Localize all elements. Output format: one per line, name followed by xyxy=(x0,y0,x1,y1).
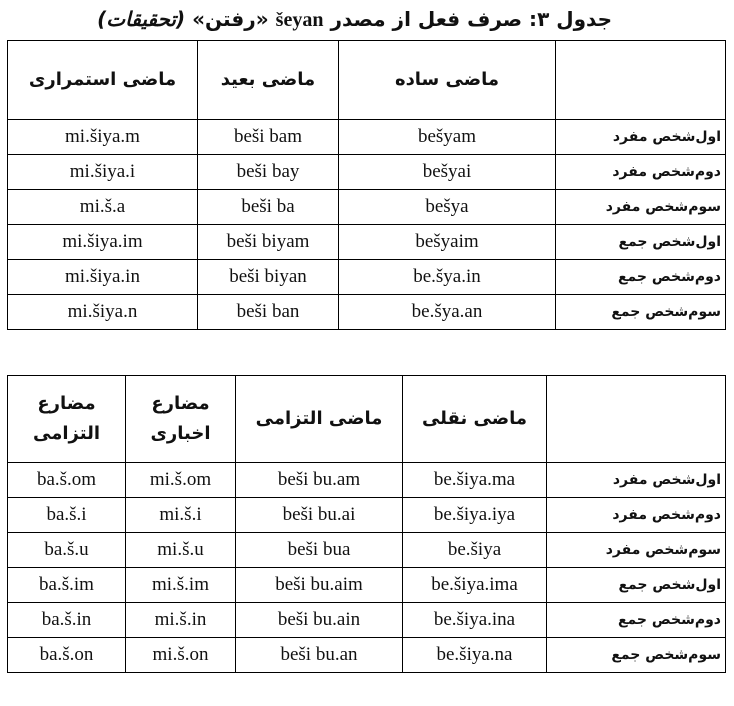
form-cell: mi.šiya.in xyxy=(8,260,198,295)
column-header xyxy=(556,41,726,120)
person-label: اول‌شخص جمع xyxy=(556,225,726,260)
form-cell: beši ba xyxy=(198,190,339,225)
form-cell: mi.š.on xyxy=(126,638,236,673)
form-cell: bešyaim xyxy=(339,225,556,260)
column-header: ماضی استمراری xyxy=(8,41,198,120)
caption-prefix: جدول ۳: صرف فعل از مصدر xyxy=(330,7,612,31)
caption-verb: «رفتن» xyxy=(192,7,269,31)
form-cell: mi.š.a xyxy=(8,190,198,225)
header-row xyxy=(8,41,726,120)
table-row xyxy=(8,603,726,638)
form-cell: beši bua xyxy=(236,533,403,568)
column-header: مضارع اخباری xyxy=(126,376,236,463)
table-caption xyxy=(0,4,734,35)
form-cell: bešyai xyxy=(339,155,556,190)
header-row xyxy=(8,376,726,463)
form-cell: be.šiya.ima xyxy=(403,568,547,603)
form-cell: mi.š.i xyxy=(126,498,236,533)
form-cell: bešyam xyxy=(339,120,556,155)
person-label: اول‌شخص جمع xyxy=(547,568,726,603)
form-cell: beši bay xyxy=(198,155,339,190)
table-row xyxy=(8,120,726,155)
conjugation-table-present xyxy=(7,375,726,673)
form-cell: mi.š.in xyxy=(126,603,236,638)
table-row xyxy=(8,638,726,673)
table-row xyxy=(8,463,726,498)
form-cell: be.šya.in xyxy=(339,260,556,295)
person-label: سوم‌شخص جمع xyxy=(547,638,726,673)
form-cell: beši bam xyxy=(198,120,339,155)
person-label: سوم‌شخص جمع xyxy=(556,295,726,330)
form-cell: beši bu.ain xyxy=(236,603,403,638)
form-cell: mi.šiya.i xyxy=(8,155,198,190)
table-row xyxy=(8,190,726,225)
form-cell: bešya xyxy=(339,190,556,225)
form-cell: beši bu.an xyxy=(236,638,403,673)
caption-note: (تحقیقات) xyxy=(97,7,186,31)
person-label: اول‌شخص مفرد xyxy=(556,120,726,155)
form-cell: beši biyan xyxy=(198,260,339,295)
person-label: دوم‌شخص مفرد xyxy=(556,155,726,190)
form-cell: be.šya.an xyxy=(339,295,556,330)
conjugation-table-past xyxy=(7,40,726,330)
form-cell: mi.š.im xyxy=(126,568,236,603)
form-cell: mi.šiya.im xyxy=(8,225,198,260)
form-cell: mi.š.u xyxy=(126,533,236,568)
form-cell: beši bu.am xyxy=(236,463,403,498)
caption-latin: šeyan xyxy=(275,9,324,31)
person-label: اول‌شخص مفرد xyxy=(547,463,726,498)
table-row xyxy=(8,225,726,260)
person-label: دوم‌شخص مفرد xyxy=(547,498,726,533)
form-cell: ba.š.im xyxy=(8,568,126,603)
person-label: دوم‌شخص جمع xyxy=(547,603,726,638)
table-row xyxy=(8,295,726,330)
form-cell: be.šiya.ma xyxy=(403,463,547,498)
form-cell: beši bu.ai xyxy=(236,498,403,533)
column-header: ماضی بعید xyxy=(198,41,339,120)
table-row xyxy=(8,498,726,533)
form-cell: ba.š.u xyxy=(8,533,126,568)
form-cell: mi.šiya.m xyxy=(8,120,198,155)
form-cell: beši ban xyxy=(198,295,339,330)
form-cell: mi.šiya.n xyxy=(8,295,198,330)
form-cell: ba.š.om xyxy=(8,463,126,498)
form-cell: ba.š.on xyxy=(8,638,126,673)
form-cell: be.šiya.iya xyxy=(403,498,547,533)
person-label: سوم‌شخص مفرد xyxy=(547,533,726,568)
table-row xyxy=(8,155,726,190)
column-header: ماضی التزامی xyxy=(236,376,403,463)
form-cell: be.šiya.ina xyxy=(403,603,547,638)
form-cell: be.šiya xyxy=(403,533,547,568)
table-row xyxy=(8,260,726,295)
person-label: دوم‌شخص جمع xyxy=(556,260,726,295)
form-cell: be.šiya.na xyxy=(403,638,547,673)
form-cell: beši bu.aim xyxy=(236,568,403,603)
column-header: مضارع التزامی xyxy=(8,376,126,463)
form-cell: mi.š.om xyxy=(126,463,236,498)
person-label: سوم‌شخص مفرد xyxy=(556,190,726,225)
column-header xyxy=(547,376,726,463)
form-cell: beši biyam xyxy=(198,225,339,260)
form-cell: ba.š.in xyxy=(8,603,126,638)
table-row xyxy=(8,533,726,568)
form-cell: ba.š.i xyxy=(8,498,126,533)
column-header: ماضی نقلی xyxy=(403,376,547,463)
table-row xyxy=(8,568,726,603)
column-header: ماضی ساده xyxy=(339,41,556,120)
